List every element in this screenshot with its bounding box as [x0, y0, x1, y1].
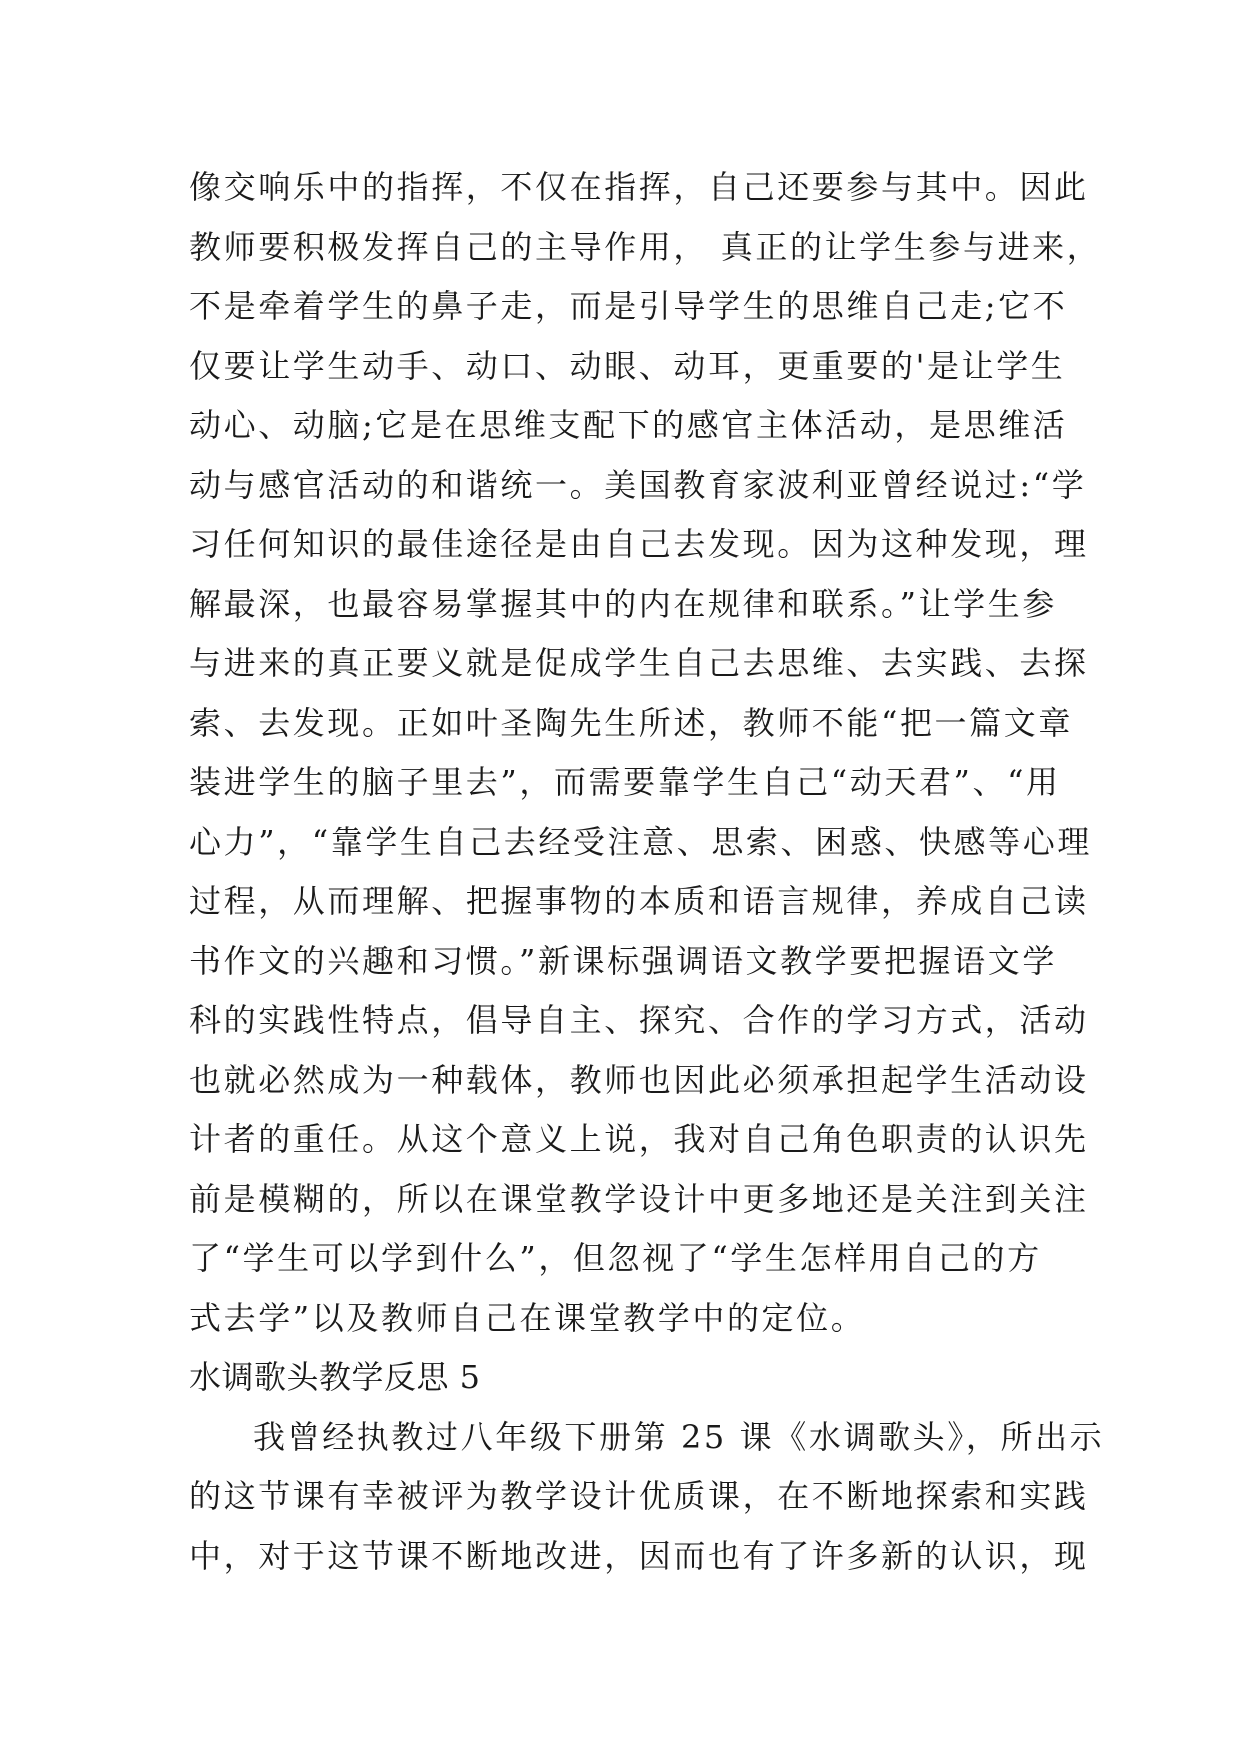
text-line: 与进来的真正要义就是促成学生自己去思维、去实践、去探	[189, 644, 1089, 682]
text-line: 的这节课有幸被评为教学设计优质课，在不断地探索和实践	[189, 1477, 1089, 1515]
text-line: 装进学生的脑子里去”，而需要靠学生自己“动天君”、“用	[189, 763, 1061, 801]
text-line: 前是模糊的，所以在课堂教学设计中更多地还是关注到关注	[189, 1179, 1089, 1218]
text-line: 教师要积极发挥自己的主导作用， 真正的让学生参与进来，	[189, 227, 1102, 266]
text-line: 过程，从而理解、把握事物的本质和语言规律，养成自己读	[189, 882, 1089, 920]
text-line: 动与感官活动的和谐统一。美国教育家波利亚曾经说过:“学	[189, 465, 1087, 504]
text-line: 书作文的兴趣和习惯。”新课标强调语文教学要把握语文学	[189, 941, 1057, 980]
text-line: 了“学生可以学到什么”，但忽视了“学生怎样用自己的方	[189, 1239, 1042, 1277]
text-line: 不是牵着学生的鼻子走，而是引导学生的思维自己走;它不	[189, 287, 1068, 325]
text-line: 式去学”以及教师自己在课堂教学中的定位。	[189, 1298, 866, 1337]
text-line: 解最深，也最容易掌握其中的内在规律和联系。”让学生参	[189, 584, 1057, 623]
paragraph-continuation	[189, 158, 1102, 1348]
document-body	[189, 158, 1105, 1586]
text-line: 索、去发现。正如叶圣陶先生所述，教师不能“把一篇文章	[189, 703, 1073, 742]
text-line: 仅要让学生动手、动口、动眼、动耳，更重要的'是让学生	[189, 346, 1066, 385]
paragraph-intro	[189, 1408, 1105, 1587]
text-line: 像交响乐中的指挥，不仅在指挥，自己还要参与其中。因此	[189, 168, 1089, 206]
text-line: 我曾经执教过八年级下册第 25 课《水调歌头》，所出示	[253, 1417, 1105, 1456]
text-line: 也就必然成为一种载体，教师也因此必须承担起学生活动设	[189, 1060, 1089, 1099]
text-line: 心力”，“靠学生自己去经受注意、思索、困惑、快感等心理	[189, 822, 1092, 861]
text-line: 中，对于这节课不断地改进，因而也有了许多新的认识，现	[189, 1536, 1089, 1575]
text-line: 科的实践性特点，倡导自主、探究、合作的学习方式，活动	[189, 1001, 1089, 1039]
text-line: 习任何知识的最佳途径是由自己去发现。因为这种发现，理	[189, 525, 1089, 563]
text-line: 动心、动脑;它是在思维支配下的感官主体活动，是思维活	[189, 406, 1068, 444]
section-heading: 水调歌头教学反思 5	[189, 1358, 481, 1396]
text-line: 计者的重任。从这个意义上说，我对自己角色职责的认识先	[189, 1120, 1089, 1158]
